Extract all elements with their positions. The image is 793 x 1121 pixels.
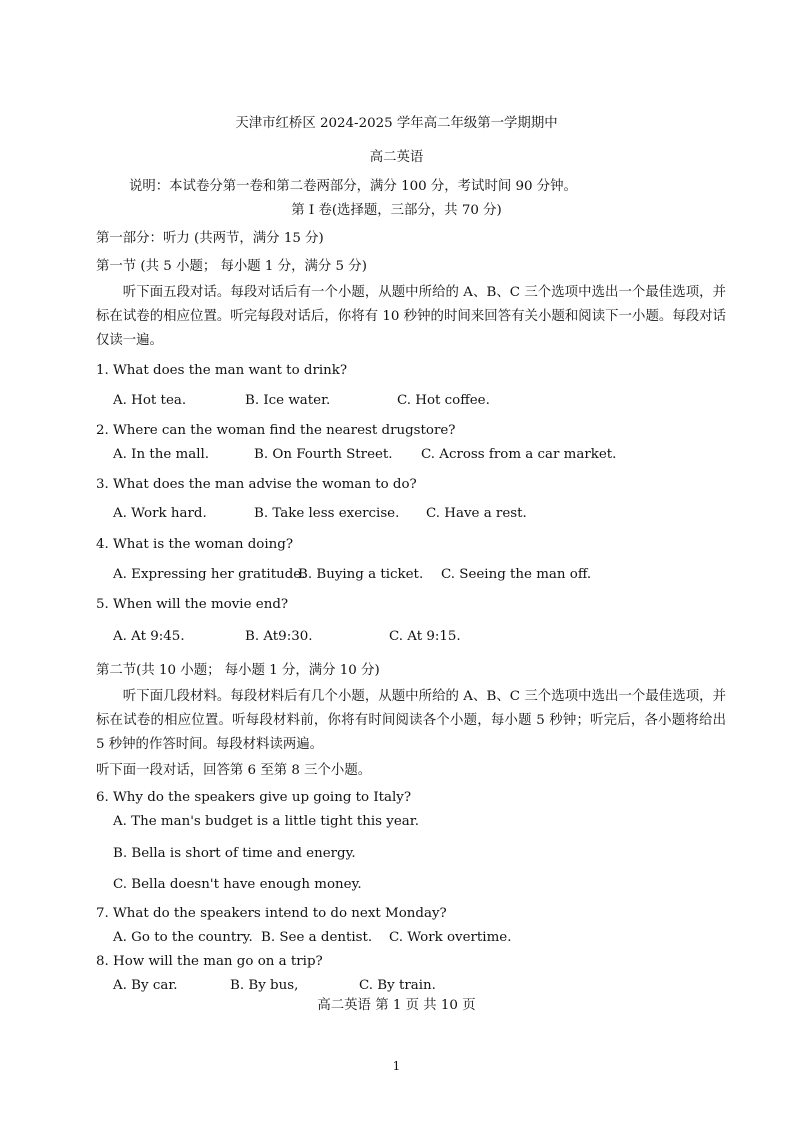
- question-stem: 7. What do the speakers intend to do next Monday?: [96, 906, 447, 921]
- section1-heading: 第一节 (共 5 小题； 每小题 1 分，满分 5 分): [96, 259, 367, 274]
- option-c[interactable]: C. Bella doesn't have enough money.: [113, 877, 362, 892]
- option-c[interactable]: C. Across from a car market.: [421, 447, 617, 462]
- page-number: 1: [392, 1059, 401, 1073]
- option-a[interactable]: A. In the mall.: [113, 447, 210, 462]
- section2-sub-intro: 听下面一段对话，回答第 6 至第 8 三个小题。: [96, 763, 372, 778]
- option-b[interactable]: B. At9:30.: [245, 629, 313, 644]
- option-a[interactable]: A. Hot tea.: [113, 393, 187, 408]
- section2-instructions: 听下面几段材料。每段材料后有几个小题，从题中所给的 A、B、C 三个选项中选出一个最佳选项，并标在试卷的相应位置。听每段材料前，你将有时间阅读各个小题，每小题 5 秒钟；听完后，各小题将给出 5 秒钟的作答时间。每段材料读两遍。: [96, 689, 726, 752]
- question-stem: 6. Why do the speakers give up going to Italy?: [96, 790, 412, 805]
- question-stem: 3. What does the man advise the woman to do?: [96, 477, 417, 492]
- option-b[interactable]: B. Bella is short of time and energy.: [113, 846, 356, 861]
- option-c[interactable]: C. Work overtime.: [389, 930, 512, 945]
- option-c[interactable]: C. Have a rest.: [426, 506, 527, 521]
- question-stem: 8. How will the man go on a trip?: [96, 954, 323, 969]
- option-b[interactable]: B. By bus,: [230, 978, 299, 993]
- option-a[interactable]: A. At 9:45.: [113, 629, 185, 644]
- option-a[interactable]: A. Work hard.: [113, 506, 207, 521]
- option-b[interactable]: B. Ice water.: [245, 393, 331, 408]
- question-stem: 1. What does the man want to drink?: [96, 363, 348, 378]
- section1-instructions: 听下面五段对话。每段对话后有一个小题，从题中所给的 A、B、C 三个选项中选出一个最佳选项，并标在试卷的相应位置。听完每段对话后，你将有 10 秒钟的时间来回答有关小题和阅读下一小题。每段对话仅读一遍。: [96, 285, 726, 348]
- option-b[interactable]: B. Buying a ticket.: [298, 567, 424, 582]
- option-a[interactable]: A. Expressing her gratitude.: [113, 567, 306, 582]
- subject-title: 高二英语: [369, 150, 424, 165]
- option-a[interactable]: A. By car.: [113, 978, 178, 993]
- volume-heading: 第 I 卷(选择题，三部分，共 70 分): [291, 203, 502, 218]
- question-stem: 4. What is the woman doing?: [96, 537, 294, 552]
- section2-heading: 第二节(共 10 小题； 每小题 1 分，满分 10 分): [96, 663, 380, 678]
- exam-title: 天津市红桥区 2024-2025 学年高二年级第一学期期中: [235, 116, 558, 131]
- question-stem: 5. When will the movie end?: [96, 597, 289, 612]
- question-stem: 2. Where can the woman find the nearest drugstore?: [96, 423, 456, 438]
- option-b[interactable]: B. Take less exercise.: [254, 506, 400, 521]
- option-c[interactable]: C. At 9:15.: [389, 629, 461, 644]
- option-b[interactable]: B. See a dentist.: [261, 930, 373, 945]
- exam-note: 说明：本试卷分第一卷和第二卷两部分，满分 100 分，考试时间 90 分钟。: [129, 179, 577, 194]
- option-c[interactable]: C. By train.: [359, 978, 436, 993]
- part1-heading: 第一部分：听力 (共两节，满分 15 分): [96, 231, 324, 246]
- option-a[interactable]: A. Go to the country.: [113, 930, 253, 945]
- option-c[interactable]: C. Hot coffee.: [397, 393, 490, 408]
- option-c[interactable]: C. Seeing the man off.: [441, 567, 592, 582]
- option-a[interactable]: A. The man's budget is a little tight this year.: [113, 814, 419, 829]
- option-b[interactable]: B. On Fourth Street.: [254, 447, 393, 462]
- page-footer-label: 高二英语 第 1 页 共 10 页: [317, 998, 476, 1013]
